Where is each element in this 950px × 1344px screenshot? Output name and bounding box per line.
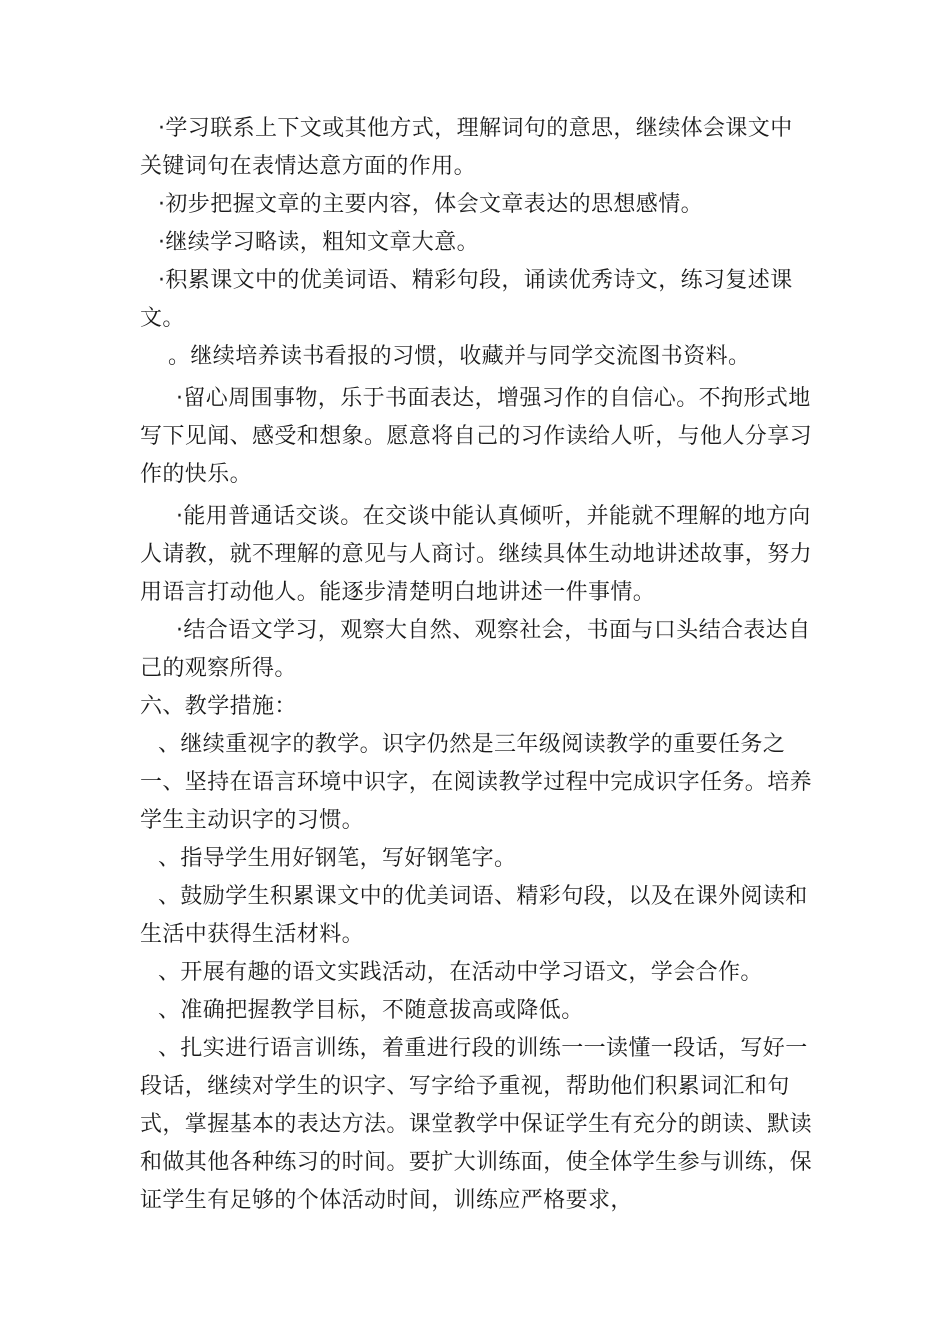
goal-paragraph-skim-reading: ·继续学习略读，粗知文章大意。 <box>158 230 479 255</box>
goal-paragraph-observation: ·结合语文学习，观察大自然、观察社会，书面与口头结合表达自己的观察所得。 <box>140 618 811 681</box>
section-heading-teaching-measures: 六、教学措施： <box>140 694 297 719</box>
measure-paragraph-literacy: 、继续重视字的教学。识字仍然是三年级阅读教学的重要任务之一、坚持在语言环境中识字，在阅读教学过程中完成识字任务。培养学生主动识字的习惯。 <box>140 732 813 833</box>
goal-paragraph-speaking: ·能用普通话交谈。在交谈中能认真倾听，并能就不理解的地方向人请教，就不理解的意见与人商讨。继续具体生动地讲述故事，努力用语言打动他人。能逐步清楚明白地讲述一件事情。 <box>140 504 813 605</box>
measure-paragraph-pen-writing: 、指导学生用好钢笔，写好钢笔字。 <box>158 846 517 871</box>
goal-paragraph-writing: ·留心周围事物，乐于书面表达，增强习作的自信心。不拘形式地写下见闻、感受和想象。愿意将自己的习作读给人听，与他人分享习作的快乐。 <box>140 386 813 487</box>
measure-paragraph-accumulate: 、鼓励学生积累课文中的优美词语、精彩句段，以及在课外阅读和生活中获得生活材料。 <box>140 884 808 947</box>
goal-paragraph-understand-words: ·学习联系上下文或其他方式，理解词句的意思，继续体会课文中关键词句在表情达意方面的作用。 <box>140 116 793 179</box>
measure-paragraph-language-training: 、扎实进行语言训练，着重进行段的训练一一读懂一段话，写好一段话，继续对学生的识字、写字给予重视，帮助他们积累词汇和句式，掌握基本的表达方法。课堂教学中保证学生有充分的朗读、默读和做其他各种练习的时间。要扩大训练面，使全体学生参与训练，保证学生有足够的个体活动时间，训练应严格要求， <box>140 1036 813 1213</box>
document-body <box>140 110 812 1220</box>
measure-paragraph-objectives: 、准确把握教学目标，不随意拔高或降低。 <box>158 998 584 1023</box>
goal-paragraph-reading-habit: 。继续培养读书看报的习惯，收藏并与同学交流图书资料。 <box>168 344 751 369</box>
measure-paragraph-activities: 、开展有趣的语文实践活动，在活动中学习语文，学会合作。 <box>158 960 763 985</box>
goal-paragraph-accumulate-words: ·积累课文中的优美词语、精彩句段，诵读优秀诗文，练习复述课文。 <box>140 268 793 331</box>
goal-paragraph-main-content: ·初步把握文章的主要内容，体会文章表达的思想感情。 <box>158 192 703 217</box>
